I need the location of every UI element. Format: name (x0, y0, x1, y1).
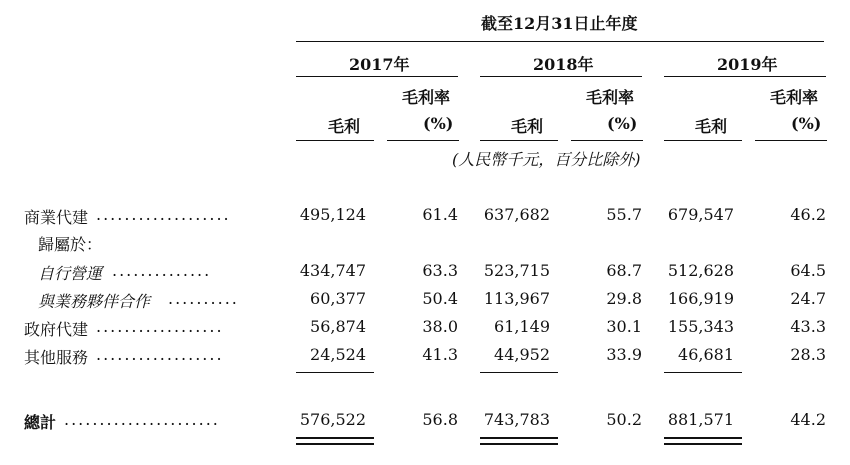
cell: 679,547 (667, 205, 734, 224)
cell: 33.9 (606, 345, 642, 364)
cell: 523,715 (483, 261, 550, 280)
year-2018: 2018年 (533, 55, 594, 74)
cell: 43.3 (790, 317, 826, 336)
cell: 24,524 (310, 345, 366, 364)
total-cell: 44.2 (790, 410, 826, 429)
gross-profit-header-2019: 毛利 (695, 117, 728, 136)
subtotal-rule (664, 372, 742, 373)
col-rule (296, 140, 374, 141)
total-cell: 576,522 (299, 410, 366, 429)
row-label: 其他服務 (24, 348, 89, 367)
row-leader: .............. (112, 261, 212, 280)
col-rule (387, 140, 459, 141)
year-rule-2018 (480, 76, 642, 77)
cell: 166,919 (667, 289, 734, 308)
margin-unit-2017: (%) (423, 114, 454, 133)
period-rule (296, 41, 824, 42)
row-label: 與業務夥伴合作 (38, 292, 151, 311)
cell: 46.2 (790, 205, 826, 224)
total-leader: ...................... (64, 410, 220, 429)
total-double-rule (480, 437, 558, 445)
year-2017: 2017年 (349, 55, 410, 74)
cell: 61,149 (494, 317, 550, 336)
col-rule (664, 140, 742, 141)
row-label: 歸屬於： (38, 235, 103, 254)
cell: 24.7 (790, 289, 826, 308)
cell: 113,967 (483, 289, 550, 308)
row-leader: .......... (168, 289, 239, 308)
cell: 60,377 (310, 289, 366, 308)
row-leader: .................. (96, 345, 224, 364)
row-label: 商業代建 (24, 208, 89, 227)
row-leader: .................. (96, 317, 224, 336)
col-rule (571, 140, 643, 141)
total-cell: 881,571 (667, 410, 734, 429)
period-title: 截至12月31日止年度 (481, 14, 638, 33)
cell: 155,343 (667, 317, 734, 336)
cell: 50.4 (422, 289, 458, 308)
col-rule (480, 140, 558, 141)
cell: 38.0 (422, 317, 458, 336)
cell: 29.8 (606, 289, 642, 308)
cell: 56,874 (310, 317, 366, 336)
cell: 44,952 (494, 345, 550, 364)
margin-unit-2018: (%) (607, 114, 638, 133)
cell: 46,681 (678, 345, 734, 364)
year-rule-2017 (296, 76, 458, 77)
total-cell: 56.8 (422, 410, 458, 429)
row-label: 自行營運 (38, 264, 103, 283)
total-double-rule (296, 437, 374, 445)
total-cell: 50.2 (606, 410, 642, 429)
gross-profit-header-2018: 毛利 (511, 117, 544, 136)
margin-header-2019: 毛利率 (770, 88, 819, 107)
cell: 512,628 (667, 261, 734, 280)
subtotal-rule (480, 372, 558, 373)
cell: 64.5 (790, 261, 826, 280)
cell: 30.1 (606, 317, 642, 336)
cell: 63.3 (422, 261, 458, 280)
cell: 434,747 (299, 261, 366, 280)
total-double-rule (664, 437, 742, 445)
unit-note: (人民幣千元，百分比除外) (452, 150, 641, 169)
margin-header-2018: 毛利率 (586, 88, 635, 107)
year-2019: 2019年 (717, 55, 778, 74)
margin-header-2017: 毛利率 (402, 88, 451, 107)
cell: 41.3 (422, 345, 458, 364)
subtotal-rule (296, 372, 374, 373)
margin-unit-2019: (%) (791, 114, 822, 133)
row-label: 政府代建 (24, 320, 89, 339)
gross-profit-header-2017: 毛利 (328, 117, 361, 136)
cell: 637,682 (483, 205, 550, 224)
cell: 61.4 (422, 205, 458, 224)
cell: 495,124 (299, 205, 366, 224)
cell: 68.7 (606, 261, 642, 280)
year-rule-2019 (664, 76, 826, 77)
total-cell: 743,783 (483, 410, 550, 429)
col-rule (755, 140, 827, 141)
total-label: 總計 (24, 413, 57, 432)
row-leader: ................... (96, 205, 231, 224)
cell: 55.7 (606, 205, 642, 224)
cell: 28.3 (790, 345, 826, 364)
